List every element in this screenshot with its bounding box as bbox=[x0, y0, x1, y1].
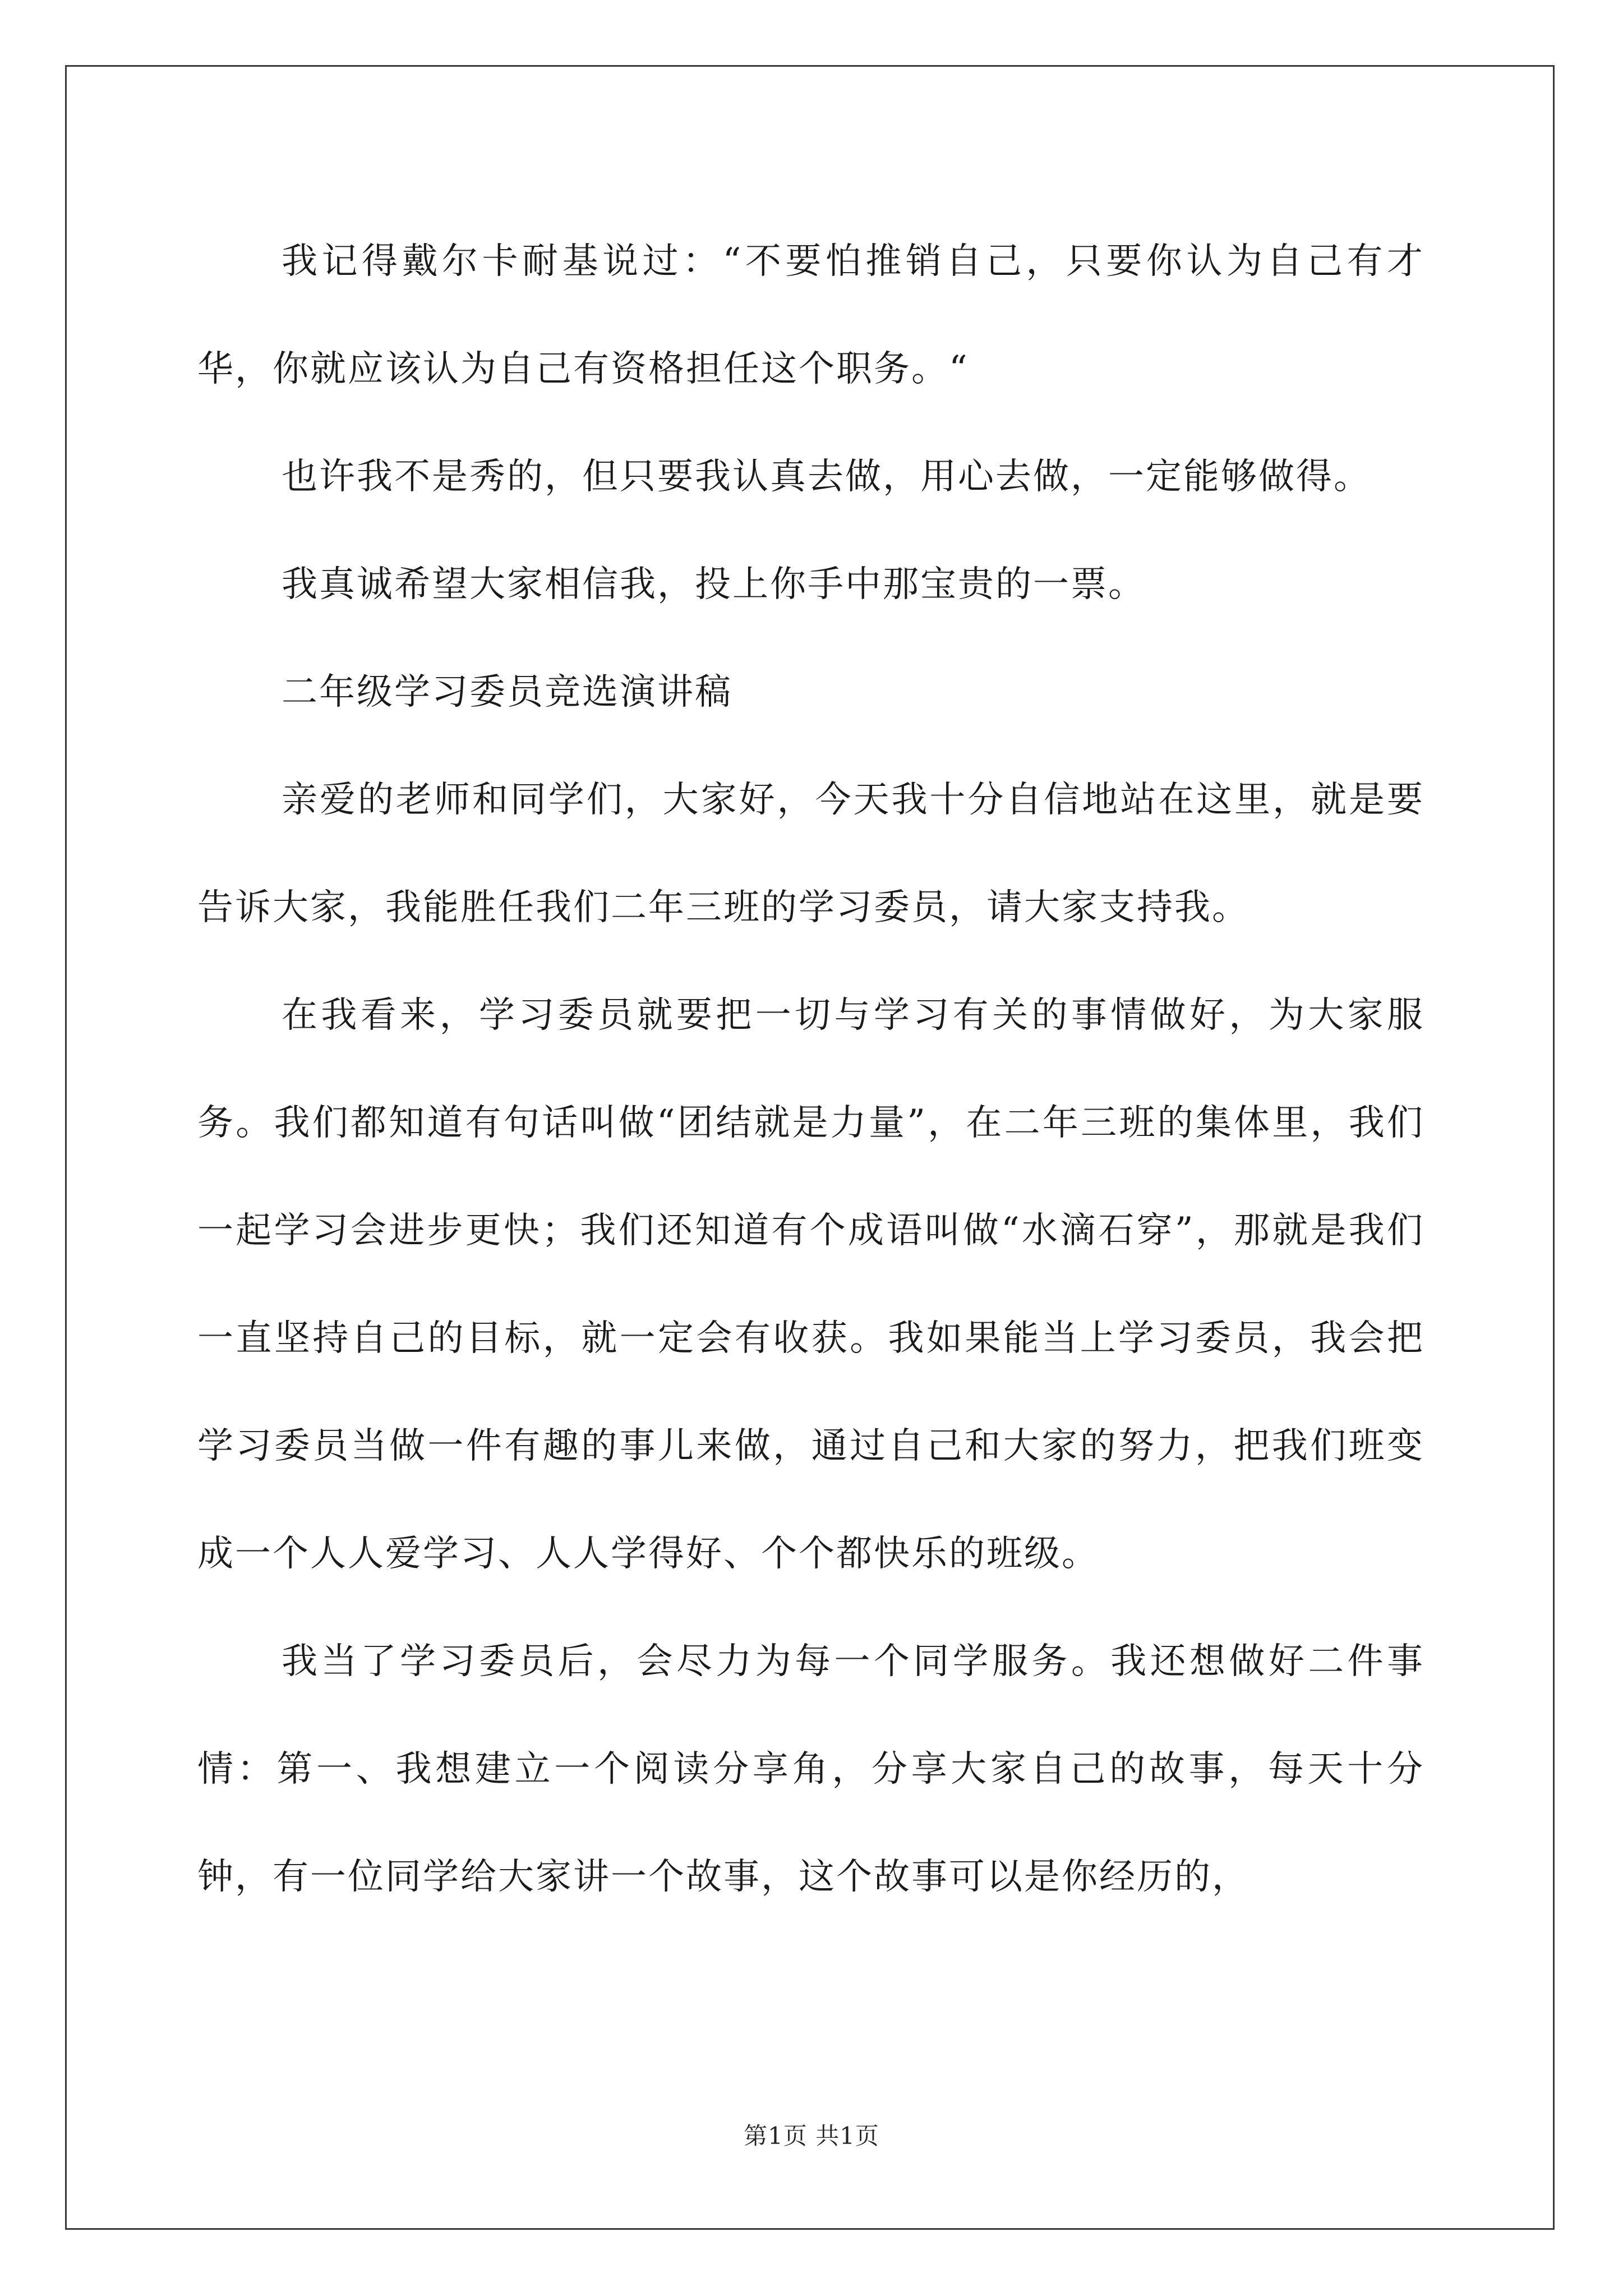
document-body bbox=[197, 208, 1424, 1931]
paragraph: 在我看来，学习委员就要把一切与学习有关的事情做好，为大家服务。我们都知道有句话叫做“团结就是力量”，在二年三班的集体里，我们一起学习会进步更快；我们还知道有个成语叫做“水滴石穿”，那就是我们一直坚持自己的目标，就一定会有收获。我如果能当上学习委员，我会把学习委员当做一件有趣的事儿来做，通过自己和大家的努力，把我们班变成一个人人爱学习、人人学得好、个个都快乐的班级。 bbox=[197, 995, 1424, 1575]
paragraph: 也许我不是秀的，但只要我认真去做，用心去做，一定能够做得。 bbox=[282, 456, 1371, 498]
section-heading: 二年级学习委员竞选演讲稿 bbox=[282, 671, 732, 713]
paragraph: 我记得戴尔卡耐基说过：“不要怕推销自己，只要你认为自己有才华，你就应该认为自己有资格担任这个职务。“ bbox=[197, 241, 1424, 390]
paragraph: 我当了学习委员后，会尽力为每一个同学服务。我还想做好二件事情：第一、我想建立一个阅读分享角，分享大家自己的故事，每天十分钟，有一位同学给大家讲一个故事，这个故事可以是你经历的， bbox=[197, 1641, 1424, 1898]
page-number-footer: 第1页 共1页 bbox=[744, 2122, 879, 2150]
paragraph: 我真诚希望大家相信我，投上你手中那宝贵的一票。 bbox=[282, 564, 1146, 605]
paragraph: 亲爱的老师和同学们，大家好，今天我十分自信地站在这里，就是要告诉大家，我能胜任我们二年三班的学习委员，请大家支持我。 bbox=[197, 779, 1424, 928]
